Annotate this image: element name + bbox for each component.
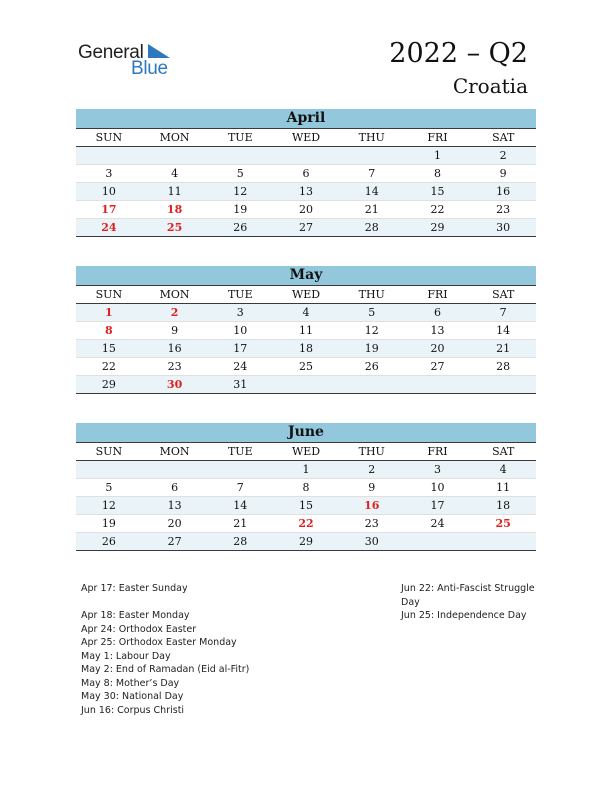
weekday-label: WED: [291, 445, 321, 458]
date-cell: 15: [101, 342, 116, 355]
date-cell: 7: [368, 167, 376, 180]
month-title: May: [76, 266, 536, 286]
week-row: [76, 479, 536, 497]
weekday-label: TUE: [227, 445, 253, 458]
date-cell: 6: [171, 481, 179, 494]
week-row: [76, 322, 536, 340]
date-cell: 29: [101, 378, 116, 391]
date-cell: 9: [499, 167, 507, 180]
country-name: Croatia: [452, 74, 528, 98]
date-cell: 23: [364, 517, 379, 530]
week-row: [76, 304, 536, 322]
date-cell: [273, 147, 339, 164]
date-cell: 20: [167, 517, 182, 530]
date-cell: 23: [496, 203, 511, 216]
date-cell: 10: [101, 185, 116, 198]
date-cell: 15: [430, 185, 445, 198]
weekday-header-row: [76, 129, 536, 147]
date-cell: 27: [430, 360, 445, 373]
week-row: [76, 165, 536, 183]
date-cell: [76, 147, 142, 164]
holiday-note: Jun 22: Anti-Fascist Struggle: [401, 583, 535, 594]
week-row: [76, 183, 536, 201]
weekday-label: FRI: [427, 445, 448, 458]
date-cell: 23: [167, 360, 182, 373]
week-row: [76, 147, 536, 165]
holiday-date-cell: 16: [364, 499, 380, 512]
week-row: [76, 497, 536, 515]
weekday-label: THU: [358, 288, 385, 301]
date-cell: 18: [496, 499, 511, 512]
holiday-date-cell: 25: [495, 517, 511, 530]
week-row: [76, 201, 536, 219]
date-cell: 21: [364, 203, 379, 216]
week-row: [76, 515, 536, 533]
date-cell: 9: [368, 481, 376, 494]
date-cell: 14: [233, 499, 248, 512]
holiday-date-cell: 30: [166, 378, 183, 391]
week-row: [76, 340, 536, 358]
weekday-label: SAT: [492, 445, 515, 458]
date-cell: 24: [430, 517, 445, 530]
weekday-label: FRI: [427, 288, 448, 301]
week-row: [76, 533, 536, 551]
weekday-header-row: [76, 286, 536, 304]
date-cell: 17: [430, 499, 445, 512]
date-cell: 8: [302, 481, 310, 494]
date-cell: 29: [299, 535, 314, 548]
date-cell: 30: [364, 535, 379, 548]
weekday-label: SUN: [95, 131, 123, 144]
weekday-label: THU: [358, 131, 385, 144]
date-cell: 22: [430, 203, 445, 216]
date-cell: 29: [430, 221, 445, 234]
holiday-note: [81, 596, 321, 610]
month-april: [76, 109, 536, 237]
holiday-date-cell: 2: [170, 306, 179, 319]
date-cell: 13: [167, 499, 182, 512]
date-cell: 15: [299, 499, 314, 512]
date-cell: 21: [233, 517, 248, 530]
page-title: 2022 – Q2: [389, 38, 528, 69]
week-row: [76, 358, 536, 376]
date-cell: 31: [233, 378, 248, 391]
date-cell: 2: [368, 463, 376, 476]
weekday-label: SAT: [492, 131, 515, 144]
logo: [78, 42, 178, 82]
holiday-note: May 2: End of Ramadan (Eid al-Fitr): [81, 664, 250, 675]
date-cell: 2: [499, 149, 507, 162]
date-cell: 24: [233, 360, 248, 373]
date-cell: 5: [105, 481, 113, 494]
date-cell: 5: [236, 167, 244, 180]
holiday-note: Jun 25: Independence Day: [401, 610, 527, 621]
week-row: [76, 461, 536, 479]
date-cell: 26: [101, 535, 116, 548]
date-cell: 13: [299, 185, 314, 198]
date-cell: 6: [302, 167, 310, 180]
date-cell: 26: [364, 360, 379, 373]
date-cell: [207, 461, 273, 478]
date-cell: [76, 461, 142, 478]
month-may: [76, 266, 536, 394]
date-cell: 17: [233, 342, 248, 355]
date-cell: 20: [430, 342, 445, 355]
date-cell: 10: [233, 324, 248, 337]
date-cell: 5: [368, 306, 376, 319]
logo-blue-text: Blue: [131, 58, 168, 79]
weekday-label: WED: [291, 131, 321, 144]
date-cell: 26: [233, 221, 248, 234]
holiday-notes-right: [401, 582, 541, 623]
weekday-label: TUE: [227, 288, 253, 301]
weekday-label: MON: [159, 445, 190, 458]
date-cell: 16: [496, 185, 511, 198]
date-cell: [142, 461, 208, 478]
date-cell: 30: [496, 221, 511, 234]
date-cell: 19: [233, 203, 248, 216]
date-cell: 27: [299, 221, 314, 234]
date-cell: 19: [101, 517, 116, 530]
holiday-note: Apr 17: Easter Sunday: [81, 583, 188, 594]
date-cell: 9: [171, 324, 179, 337]
holiday-date-cell: 8: [105, 324, 113, 337]
date-cell: [405, 376, 471, 393]
weekday-label: SAT: [492, 288, 515, 301]
holiday-note: Apr 18: Easter Monday: [81, 610, 190, 621]
holiday-date-cell: 17: [101, 203, 117, 216]
month-title: April: [76, 109, 536, 129]
holiday-note: Day: [401, 596, 420, 608]
date-cell: 16: [167, 342, 182, 355]
holiday-date-cell: 24: [101, 221, 117, 234]
date-cell: 8: [433, 167, 441, 180]
date-cell: 13: [430, 324, 445, 337]
holiday-date-cell: 18: [166, 203, 183, 216]
date-cell: 21: [496, 342, 511, 355]
date-cell: 4: [499, 463, 507, 476]
date-cell: [339, 376, 405, 393]
date-cell: 20: [299, 203, 314, 216]
date-cell: [470, 533, 536, 550]
weekday-label: MON: [159, 288, 190, 301]
month-june: [76, 423, 536, 551]
date-cell: 4: [171, 167, 179, 180]
date-cell: 22: [101, 360, 116, 373]
date-cell: 12: [101, 499, 116, 512]
holiday-notes-left: [81, 582, 321, 717]
date-cell: [405, 533, 471, 550]
date-cell: 6: [433, 306, 441, 319]
holiday-note: Apr 24: Orthodox Easter: [81, 623, 197, 635]
date-cell: [339, 147, 405, 164]
weekday-label: THU: [358, 445, 385, 458]
weekday-label: SUN: [95, 445, 123, 458]
date-cell: 27: [167, 535, 182, 548]
date-cell: 14: [496, 324, 511, 337]
date-cell: 28: [364, 221, 379, 234]
date-cell: 28: [496, 360, 511, 373]
holiday-date-cell: 1: [105, 306, 113, 319]
date-cell: 12: [364, 324, 379, 337]
date-cell: [142, 147, 208, 164]
holiday-date-cell: 25: [166, 221, 183, 234]
weekday-label: FRI: [427, 131, 448, 144]
weekday-label: TUE: [227, 131, 253, 144]
holiday-note: Jun 16: Corpus Christi: [81, 704, 185, 716]
date-cell: 18: [299, 342, 314, 355]
date-cell: 1: [433, 149, 441, 162]
weekday-label: MON: [159, 131, 190, 144]
date-cell: 7: [236, 481, 244, 494]
date-cell: [470, 376, 536, 393]
date-cell: 11: [299, 324, 314, 337]
date-cell: 1: [302, 463, 310, 476]
date-cell: 3: [236, 306, 244, 319]
month-title: June: [76, 423, 536, 443]
date-cell: 19: [364, 342, 379, 355]
weekday-label: WED: [291, 288, 321, 301]
date-cell: 4: [302, 306, 310, 319]
date-cell: 10: [430, 481, 445, 494]
holiday-note: May 30: National Day: [81, 691, 184, 702]
date-cell: 28: [233, 535, 248, 548]
date-cell: 12: [233, 185, 248, 198]
weekday-header-row: [76, 443, 536, 461]
date-cell: 11: [496, 481, 511, 494]
week-row: [76, 219, 536, 237]
logo-triangle-icon: [148, 44, 170, 58]
holiday-date-cell: 22: [298, 517, 314, 530]
date-cell: 14: [364, 185, 379, 198]
date-cell: 7: [499, 306, 507, 319]
date-cell: 25: [299, 360, 314, 373]
weekday-label: SUN: [95, 288, 123, 301]
date-cell: 3: [105, 167, 113, 180]
logo-general-text: General: [78, 42, 144, 63]
date-cell: [273, 376, 339, 393]
holiday-note: May 1: Labour Day: [81, 650, 171, 662]
week-row: [76, 376, 536, 394]
date-cell: 3: [433, 463, 441, 476]
holiday-note: Apr 25: Orthodox Easter Monday: [81, 637, 237, 648]
holiday-note: May 8: Mother’s Day: [81, 677, 180, 689]
date-cell: [207, 147, 273, 164]
date-cell: 11: [167, 185, 182, 198]
